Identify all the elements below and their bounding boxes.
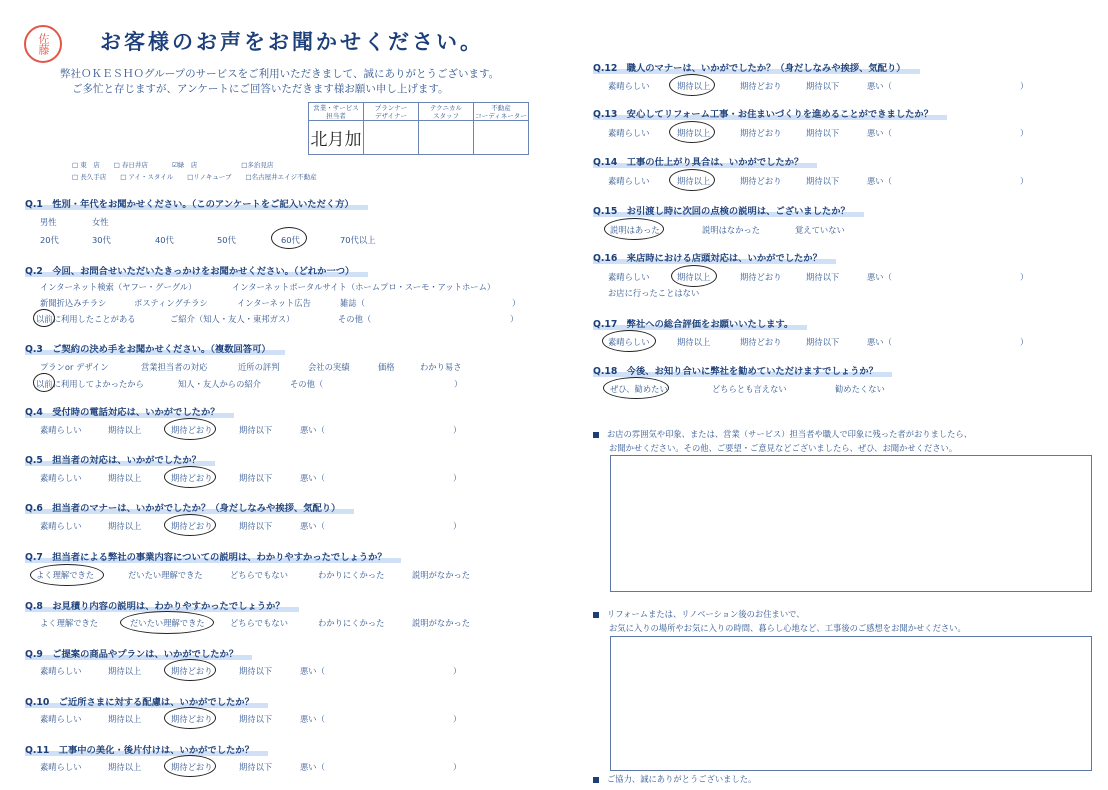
q17-option[interactable]: 期待どおり <box>740 337 782 347</box>
q12-option[interactable]: 期待どおり <box>740 81 782 91</box>
q6-option[interactable]: 期待以下 <box>239 521 273 531</box>
q3-option[interactable]: 会社の実績 <box>308 362 350 372</box>
q7-label: Q.7 担当者による弊社の事業内容についての説明は、わかりやすかったでしょうか？ <box>25 549 401 563</box>
q13-option-selected[interactable]: 期待以上 <box>677 128 711 138</box>
q11-option-selected[interactable]: 期待どおり <box>171 762 213 772</box>
q2-option[interactable]: インターネット広告 <box>237 298 311 308</box>
store-option[interactable]: ☑緑 店 <box>171 161 198 169</box>
q12-option[interactable]: 期待以下 <box>806 81 840 91</box>
q9-option[interactable]: 期待以下 <box>239 666 273 676</box>
q10-option[interactable]: 悪い（ <box>300 714 325 724</box>
q13-answer-circle <box>669 121 715 143</box>
store-option[interactable]: □名古屋井エイジ不動産 <box>245 173 317 181</box>
q18-option[interactable]: 勧めたくない <box>835 384 885 394</box>
q6-option[interactable]: 素晴らしい <box>40 521 82 531</box>
q2-option[interactable]: 新聞折込みチラシ <box>40 298 107 308</box>
store-option[interactable]: □リノキューブ <box>187 173 232 181</box>
q16-option[interactable]: 期待以下 <box>806 272 840 282</box>
q3-paren-close: ） <box>454 379 463 389</box>
q6-paren-close: ） <box>453 521 462 531</box>
q16-answer-circle <box>671 265 717 287</box>
q5-option-selected[interactable]: 期待どおり <box>171 473 213 483</box>
q10-option[interactable]: 期待以下 <box>239 714 273 724</box>
comment1-line-1: お店の雰囲気や印象、または、営業（サービス）担当者や職人で印象に残った者がおりましたら、 <box>593 428 972 440</box>
q10-option[interactable]: 期待以上 <box>108 714 142 724</box>
q1-option[interactable]: 50代 <box>217 235 236 245</box>
q4-option[interactable]: 悪い（ <box>300 425 325 435</box>
q17-option[interactable]: 悪い（ <box>867 337 892 347</box>
q12-option[interactable]: 悪い（ <box>867 81 892 91</box>
comment2-line-1: リフォームまたは、リノベーション後のお住まいで、 <box>593 608 805 620</box>
q3-option[interactable]: 営業担当者の対応 <box>141 362 208 372</box>
store-option[interactable]: □ 東 店 <box>72 161 100 169</box>
staff-header-technical: テクニカル スタッフ <box>419 103 474 121</box>
q7-option[interactable]: どちらでもない <box>230 570 288 580</box>
bullet-square-icon <box>593 432 599 438</box>
q9-answer-circle <box>164 659 216 681</box>
q16-paren-close: ） <box>1020 272 1029 282</box>
q1-label: Q.1 性別・年代をお聞かせください。（このアンケートをご記入いただく方） <box>25 196 368 210</box>
store-option[interactable]: □ 春日井店 <box>113 161 148 169</box>
q17-option[interactable]: 期待以上 <box>677 337 711 347</box>
q13-label: Q.13 安心してリフォーム工事・お住まいづくりを進めることができましたか？ <box>593 106 947 120</box>
q1-option[interactable]: 40代 <box>155 235 174 245</box>
staff-header-planner: プランナー デザイナー <box>364 103 419 121</box>
q15-option[interactable]: 説明はなかった <box>702 225 761 235</box>
seal-text: 佐藤 <box>37 33 50 55</box>
q4-option[interactable]: 素晴らしい <box>40 425 82 435</box>
q7-option[interactable]: 説明がなかった <box>412 570 471 580</box>
q2-paren-close: ） <box>512 298 521 308</box>
q10-option[interactable]: 素晴らしい <box>40 714 82 724</box>
staff-value-technical[interactable] <box>419 121 474 155</box>
q13-paren-close: ） <box>1020 128 1029 138</box>
q17-option-selected[interactable]: 素晴らしい <box>608 337 650 347</box>
q4-option-selected[interactable]: 期待どおり <box>171 425 213 435</box>
q11-answer-circle <box>164 755 216 777</box>
q15-answer-circle <box>604 218 664 240</box>
q2-option[interactable]: インターネットポータルサイト（ホームプロ・スーモ・アットホーム） <box>232 282 496 292</box>
q3-option[interactable]: 近所の評判 <box>238 362 280 372</box>
q2-option[interactable]: その他（ <box>338 314 372 324</box>
q1-option-selected[interactable]: 60代 <box>281 235 300 245</box>
q7-option-selected[interactable]: よく理解できた <box>36 570 95 580</box>
q14-label: Q.14 工事の仕上がり具合は、いかがでしたか？ <box>593 154 817 168</box>
q18-option-selected[interactable]: ぜひ、勧めたい <box>610 384 668 394</box>
q16-option[interactable]: 悪い（ <box>867 272 892 282</box>
q8-answer-circle <box>120 611 214 634</box>
q14-option[interactable]: 期待以下 <box>806 176 840 186</box>
q7-option[interactable]: わかりにくかった <box>318 570 385 580</box>
q8-label: Q.8 お見積り内容の説明は、わかりやすかったでしょうか？ <box>25 598 299 612</box>
store-row-2 <box>72 172 331 181</box>
q5-label: Q.5 担当者の対応は、いかがでしたか？ <box>25 452 215 466</box>
q3-option[interactable]: プランor デザイン <box>40 362 109 372</box>
q7-option[interactable]: だいたい理解できた <box>128 570 203 580</box>
q4-paren-close: ） <box>453 425 462 435</box>
q17-answer-circle <box>602 330 656 352</box>
q5-option[interactable]: 悪い（ <box>300 473 325 483</box>
q8-option[interactable]: わかりにくかった <box>318 618 385 628</box>
q3-option[interactable]: その他（ <box>290 379 324 389</box>
q6-option-selected[interactable]: 期待どおり <box>171 521 213 531</box>
q4-label: Q.4 受付時の電話対応は、いかがでしたか？ <box>25 404 234 418</box>
store-option[interactable]: □ アイ・スタイル <box>120 173 174 181</box>
q2-option[interactable]: ポスティングチラシ <box>134 298 208 308</box>
q1-option[interactable]: 20代 <box>40 235 59 245</box>
intro-line-1: 弊社ＯＫＥＳＨＯグループのサービスをご利用いただきまして、誠にありがとうございます。 <box>60 68 500 80</box>
q2-label: Q.2 今回、お問合せいただいたきっかけをお聞かせください。（どれか一つ） <box>25 263 368 277</box>
staff-header-realestate: 不動産 コーディネーター <box>475 103 527 120</box>
page-title: お客様のお声をお聞かせください。 <box>100 30 484 54</box>
q1-option[interactable]: 女性 <box>92 217 109 227</box>
staff-value-sales[interactable]: 北月加 <box>309 121 364 155</box>
q2-option[interactable]: ご紹介（知人・友人・東邦ガス） <box>170 314 295 324</box>
q18-option[interactable]: どちらとも言えない <box>712 384 787 394</box>
q5-option[interactable]: 素晴らしい <box>40 473 82 483</box>
q14-option[interactable]: 素晴らしい <box>608 176 650 186</box>
q11-option[interactable]: 期待以下 <box>239 762 273 772</box>
q14-paren-close: ） <box>1020 176 1029 186</box>
q8-option[interactable]: よく理解できた <box>40 618 99 628</box>
q2-paren-close: ） <box>510 314 519 324</box>
q11-paren-close: ） <box>453 762 462 772</box>
q3-option[interactable]: 知人・友人からの紹介 <box>178 379 261 389</box>
q7-answer-circle <box>30 564 104 586</box>
q2-option[interactable]: インターネット検索（ヤフー・グーグル） <box>40 282 197 292</box>
q9-option[interactable]: 悪い（ <box>300 666 325 676</box>
q10-answer-circle <box>164 707 216 729</box>
q6-label: Q.6 担当者のマナーは、いかがでしたか？（身だしなみや挨拶、気配り） <box>25 500 354 514</box>
q13-option[interactable]: 期待どおり <box>740 128 782 138</box>
q15-option[interactable]: 覚えていない <box>795 225 845 235</box>
comment1-textarea[interactable] <box>610 455 1092 592</box>
q6-option[interactable]: 悪い（ <box>300 521 325 531</box>
staff-value-planner[interactable] <box>364 121 419 155</box>
q15-label: Q.15 お引渡し時に次回の点検の説明は、ございましたか？ <box>593 203 864 217</box>
q5-answer-circle <box>164 466 216 488</box>
store-option[interactable]: □ 長久手店 <box>72 173 107 181</box>
q3-label: Q.3 ご契約の決め手をお聞かせください。（複数回答可） <box>25 341 285 355</box>
q11-label: Q.11 工事中の美化・後片付けは、いかがでしたか？ <box>25 742 268 756</box>
q5-option[interactable]: 期待以下 <box>239 473 273 483</box>
seal-stamp <box>24 25 62 63</box>
q12-option[interactable]: 素晴らしい <box>608 81 650 91</box>
q14-option-selected[interactable]: 期待以上 <box>677 176 711 186</box>
store-option[interactable]: □多治見店 <box>241 161 274 169</box>
staff-value-realestate[interactable] <box>474 121 529 155</box>
q16-option[interactable]: お店に行ったことはない <box>608 288 700 298</box>
comment2-line-2: お気に入りの場所やお気に入りの時間、暮らし心地など、工事後のご感想をお聞かせください。 <box>609 623 966 633</box>
q13-option[interactable]: 素晴らしい <box>608 128 650 138</box>
q18-label: Q.18 今後、お知り合いに弊社を勧めていただけますでしょうか？ <box>593 363 892 377</box>
q16-option[interactable]: 期待どおり <box>740 272 782 282</box>
q3-answer-circle <box>33 373 55 392</box>
q18-answer-circle <box>603 377 669 399</box>
q8-option[interactable]: 説明がなかった <box>412 618 471 628</box>
q9-option[interactable]: 期待以上 <box>108 666 142 676</box>
bullet-square-icon <box>593 612 599 618</box>
comment2-textarea[interactable] <box>610 636 1092 771</box>
q10-paren-close: ） <box>453 714 462 724</box>
q16-option-selected[interactable]: 期待以上 <box>677 272 711 282</box>
q3-option[interactable]: わかり易さ <box>420 362 462 372</box>
q9-option-selected[interactable]: 期待どおり <box>171 666 213 676</box>
q9-option[interactable]: 素晴らしい <box>40 666 82 676</box>
thanks-line: ご協力、誠にありがとうございました。 <box>593 773 756 785</box>
q12-paren-close: ） <box>1020 81 1029 91</box>
q13-option[interactable]: 期待以下 <box>806 128 840 138</box>
q2-answer-circle <box>33 309 55 327</box>
q11-option[interactable]: 素晴らしい <box>40 762 82 772</box>
q16-option[interactable]: 素晴らしい <box>608 272 650 282</box>
q12-option-selected[interactable]: 期待以上 <box>677 81 711 91</box>
q5-paren-close: ） <box>453 473 462 483</box>
q9-paren-close: ） <box>453 666 462 676</box>
q8-option[interactable]: どちらでもない <box>230 618 288 628</box>
q10-label: Q.10 ご近所さまに対する配慮は、いかがでしたか？ <box>25 694 268 708</box>
q5-option[interactable]: 期待以上 <box>108 473 142 483</box>
q14-option[interactable]: 悪い（ <box>867 176 892 186</box>
q9-label: Q.9 ご提案の商品やプランは、いかがでしたか？ <box>25 646 252 660</box>
q15-option-selected[interactable]: 説明はあった <box>610 225 660 235</box>
q3-option[interactable]: 価格 <box>378 362 395 372</box>
q17-paren-close: ） <box>1020 337 1029 347</box>
q4-option[interactable]: 期待以上 <box>108 425 142 435</box>
q6-option[interactable]: 期待以上 <box>108 521 142 531</box>
staff-header-sales: 営業・サービス 担当者 <box>309 103 364 121</box>
q10-option-selected[interactable]: 期待どおり <box>171 714 213 724</box>
q1-answer-circle <box>271 227 307 249</box>
q13-option[interactable]: 悪い（ <box>867 128 892 138</box>
q11-option[interactable]: 悪い（ <box>300 762 325 772</box>
store-row-1 <box>72 160 287 169</box>
q12-label: Q.12 職人のマナーは、いかがでしたか？（身だしなみや挨拶、気配り） <box>593 60 920 74</box>
q14-option[interactable]: 期待どおり <box>740 176 782 186</box>
q14-answer-circle <box>669 169 715 191</box>
q17-option[interactable]: 期待以下 <box>806 337 840 347</box>
q1-option[interactable]: 男性 <box>40 217 57 227</box>
comment1-line-2: お聞かせください。その他、ご要望・ご意見などございましたら、ぜひ、お聞かせください。 <box>609 443 958 453</box>
q2-option[interactable]: 雑誌（ <box>340 298 365 308</box>
staff-table <box>308 102 529 155</box>
q4-option[interactable]: 期待以下 <box>239 425 273 435</box>
q3-option-selected[interactable]: 以前に利用してよかったから <box>36 379 144 389</box>
q12-answer-circle <box>669 74 715 96</box>
q1-option[interactable]: 30代 <box>92 235 111 245</box>
q1-option[interactable]: 70代以上 <box>340 235 376 245</box>
q16-label: Q.16 来店時における店頭対応は、いかがでしたか？ <box>593 250 836 264</box>
q2-option-selected[interactable]: 以前に利用したことがある <box>36 314 136 324</box>
intro-line-2: ご多忙と存じますが、アンケートにご回答いただきます様お願い申し上げます。 <box>72 83 449 95</box>
q6-answer-circle <box>164 514 216 536</box>
q4-answer-circle <box>164 418 216 440</box>
q17-label: Q.17 弊社への総合評価をお願いいたします。 <box>593 316 807 330</box>
q8-option-selected[interactable]: だいたい理解できた <box>130 618 205 628</box>
bullet-square-icon <box>593 777 599 783</box>
q11-option[interactable]: 期待以上 <box>108 762 142 772</box>
